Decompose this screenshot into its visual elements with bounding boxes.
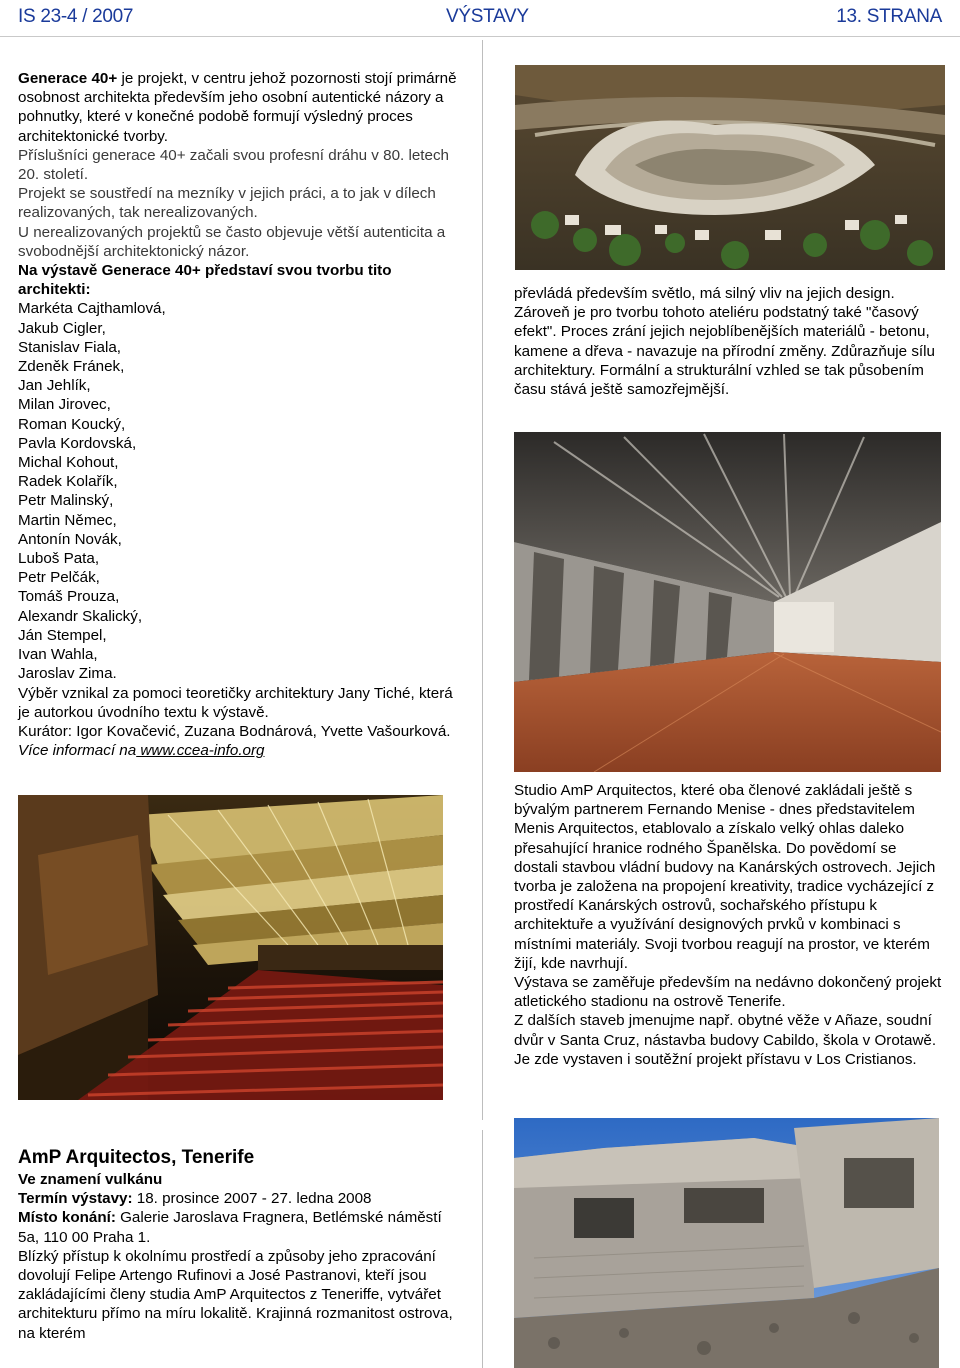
- architect-name: Stanislav Fiala,: [18, 338, 121, 356]
- architect-name: Martin Němec,: [18, 511, 117, 529]
- paragraph-generation: Příslušníci generace 40+ začali svou profesní dráhu v 80. letech 20. století.: [18, 146, 449, 184]
- column-divider: [482, 40, 483, 1120]
- architect-name: Tomáš Prouza,: [18, 588, 120, 606]
- architect-name: Antonín Novák,: [18, 530, 122, 548]
- page-number: 13. STRANA: [836, 6, 942, 27]
- architect-name: Milan Jirovec,: [18, 396, 111, 414]
- stadium-interior-photo: [514, 432, 941, 772]
- term-value: 18. prosince 2007 - 27. ledna 2008: [132, 1190, 372, 1208]
- exhibition-body: Blízký přístup k okolnímu prostředí a způsoby jeho zpracování dovolují Felipe Artengo Rufinovi a José Pastranovi, kteří jsou zakládajícími členy studia AmP Arquitectos z Teneriffe, vytvářet architekturu přímo na míru lokalitě. Krajinná rozmanitost ostrova, na kterém: [18, 1247, 453, 1342]
- column-divider-lower: [482, 1130, 483, 1368]
- architect-name: Pavla Kordovská,: [18, 434, 137, 452]
- stadium-aerial-photo: [515, 65, 945, 270]
- architect-name: Markéta Cajthamlová,: [18, 300, 166, 318]
- architect-name: Jakub Cigler,: [18, 319, 106, 337]
- section-title: VÝSTAVY: [446, 6, 529, 27]
- exhibition-term: [18, 1189, 458, 1208]
- intro-bold: Generace 40+: [18, 70, 118, 87]
- paragraph-selection: Výběr vznikal za pomoci teoretičky architektury Jany Tiché, která je autorkou úvodního textu k výstavě.: [18, 684, 453, 721]
- architect-name: Ján Stempel,: [18, 626, 107, 644]
- architect-name: Ivan Wahla,: [18, 646, 98, 664]
- ccea-link[interactable]: www.ccea-info.org: [136, 742, 265, 760]
- place-value: Galerie Jaroslava Fragnera, Betlémské náměstí 5a, 110 00 Praha 1.: [18, 1209, 442, 1246]
- architect-name: Jan Jehlík,: [18, 377, 91, 395]
- architect-name: Petr Pelčák,: [18, 569, 100, 587]
- paragraph-unrealized: U nerealizovaných projektů se často objevuje větší autenticita a svobodnější architektonický názor.: [18, 223, 446, 260]
- architect-name: Roman Koucký,: [18, 415, 126, 433]
- exhibition-title: AmP Arquitectos, Tenerife: [18, 1147, 255, 1168]
- studio-paragraph-2: Výstava se zaměřuje především na nedávno dokončený projekt atletického stadionu na ostrově Tenerife.: [514, 974, 942, 1011]
- architect-name: Alexandr Skalický,: [18, 607, 143, 625]
- intro-paragraph: [18, 69, 458, 146]
- issue-label: IS 23-4 / 2007: [18, 6, 134, 27]
- studio-article: [514, 781, 944, 1069]
- architect-name: Luboš Pata,: [18, 550, 100, 568]
- architect-name: Zdeněk Fránek,: [18, 358, 125, 376]
- exhibition-subtitle: Ve znamení vulkánu: [18, 1171, 163, 1188]
- header-rule: [0, 36, 960, 37]
- more-info: [18, 741, 458, 760]
- architect-name: Radek Kolařík,: [18, 473, 118, 491]
- term-label: Termín výstavy:: [18, 1190, 133, 1208]
- architect-name: Petr Malinský,: [18, 492, 114, 510]
- more-info-prefix: Více informací na: [18, 742, 137, 760]
- place-label: Místo konání:: [18, 1209, 116, 1227]
- concrete-building-photo: [514, 1118, 939, 1368]
- exhibition-place: [18, 1208, 458, 1246]
- left-article: [18, 69, 458, 760]
- auditorium-photo: [18, 795, 443, 1100]
- exhibition-info: [18, 1146, 458, 1343]
- architect-name: Jaroslav Zima.: [18, 665, 117, 683]
- studio-paragraph-3: Z dalších staveb jmenujme např. obytné věže v Añaze, soudní dvůr v Santa Cruz, nástavba budovy Cabildo, škola v Orotawě. Je zde vystaven i soutěžní projekt přístavu v Los Cristianos.: [514, 1012, 937, 1068]
- paragraph-curators: Kurátor: Igor Kovačević, Zuzana Bodnárová, Yvette Vašourková.: [18, 722, 451, 740]
- architect-name: Michal Kohout,: [18, 454, 119, 472]
- architects-heading: Na výstavě Generace 40+ představí svou tvorbu tito architekti:: [18, 262, 392, 299]
- right-continuation: [514, 284, 944, 399]
- paragraph-continuation: převládá především světlo, má silný vliv na jejich design. Zároveň je pro tvorbu tohoto ateliéru podstatný také "časový efekt". Proces zrání jejich nejoblíbenějších materiálů - betonu, kamene a dřeva - navazuje na přírodní změny. Zdůrazňuje sílu architektury. Formální a strukturální vzhled se tak působením času stává ještě samozřejmější.: [514, 285, 935, 399]
- page-header: [0, 0, 960, 36]
- paragraph-milestones: Projekt se soustředí na mezníky v jejich práci, a to jak v dílech realizovaných, tak nerealizovaných.: [18, 185, 436, 222]
- studio-paragraph-1: Studio AmP Arquitectos, které oba členové zakládali ještě s bývalým partnerem Fernando Menise - dnes představitelem Menis Arquitectos, etablovalo a získalo velký ohlas daleko přesahující hranice rodného Španělska. Do povědomí se dostali stavbou vládní budovy na Kanárských ostrovech. Jejich tvorba je založena na propojení kreativity, tradice vycházející z prostředí Kanárských ostrovů, sochařského přístupu k architektuře a využívání designových prvků v kombinaci s místními materiály. Svoji tvorbou reagují na prostor, ve kterém žijí, kde navrhují.: [514, 782, 936, 972]
- architect-list: [18, 299, 458, 683]
- intro-rest: je projekt, v centru jehož pozornosti stojí primárně osobnost architekta především jeho osobní autentické názory a pohnutky, které v konečné podobě formují výsledný proces architektonické tvorby.: [18, 70, 457, 145]
